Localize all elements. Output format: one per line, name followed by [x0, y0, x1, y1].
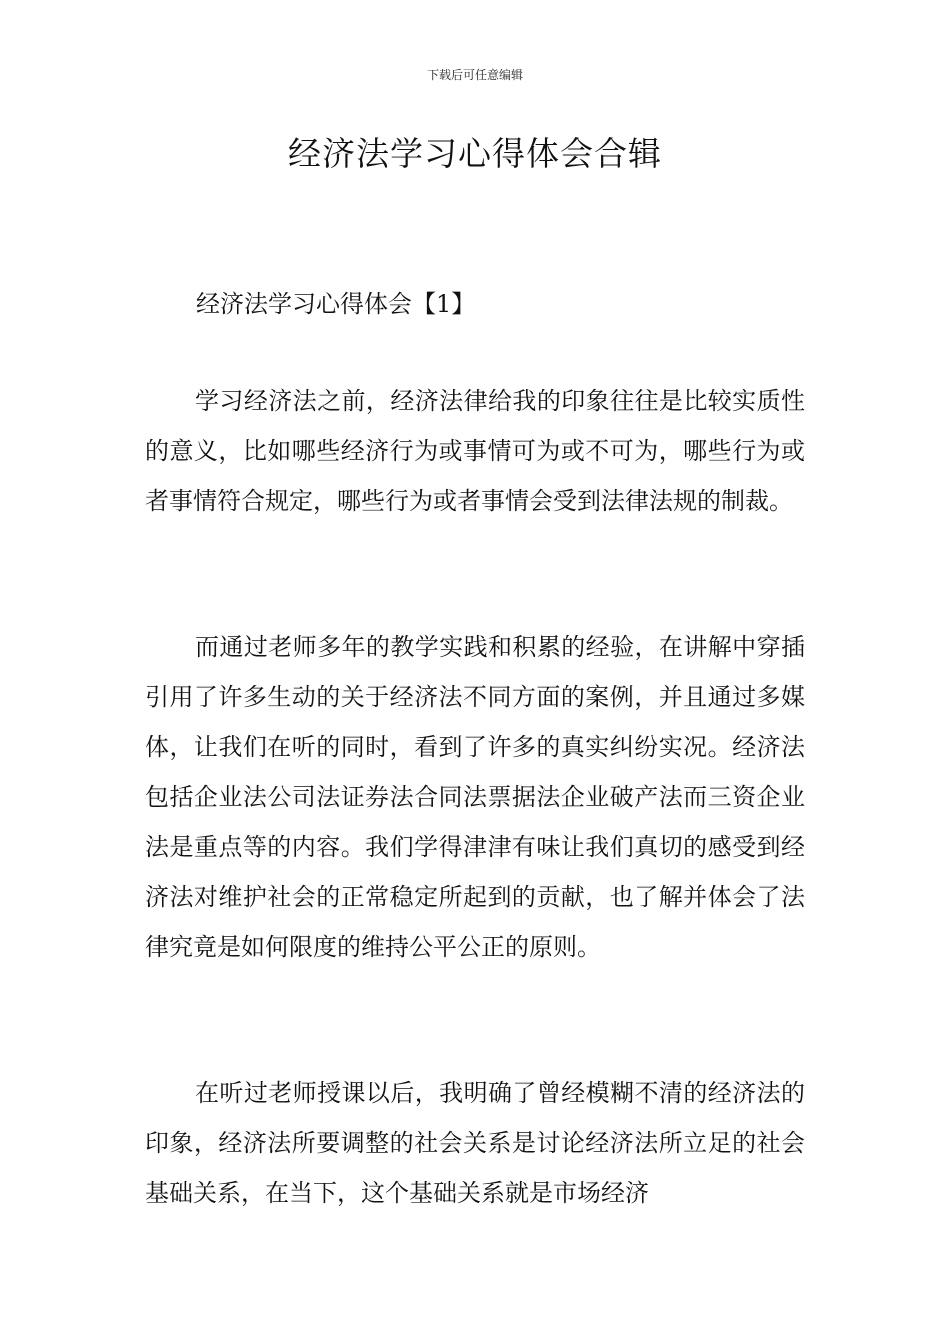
section-heading: 经济法学习心得体会【1】 [196, 290, 476, 318]
paragraph: 而通过老师多年的教学实践和积累的经验，在讲解中穿插引用了许多生动的关于经济法不同方面的案例，并且通过多媒体，让我们在听的同时，看到了许多的真实纠纷实况。经济法包括企业法公司法证券法合同法票据法企业破产法而三资企业法是重点等的内容。我们学得津津有味让我们真切的感受到经济法对维护社会的正常稳定所起到的贡献，也了解并体会了法律究竟是如何限度的维持公平公正的原则。 [145, 633, 805, 961]
header-note: 下载后可任意编辑 [426, 68, 523, 82]
paragraph: 在听过老师授课以后，我明确了曾经模糊不清的经济法的印象，经济法所要调整的社会关系是讨论经济法所立足的社会基础关系，在当下，这个基础关系就是市场经济 [145, 1079, 805, 1207]
paragraph: 学习经济法之前，经济法律给我的印象往往是比较实质性的意义，比如哪些经济行为或事情可为或不可为，哪些行为或者事情符合规定，哪些行为或者事情会受到法律法规的制裁。 [145, 387, 805, 515]
document-title: 经济法学习心得体会合辑 [288, 134, 662, 173]
